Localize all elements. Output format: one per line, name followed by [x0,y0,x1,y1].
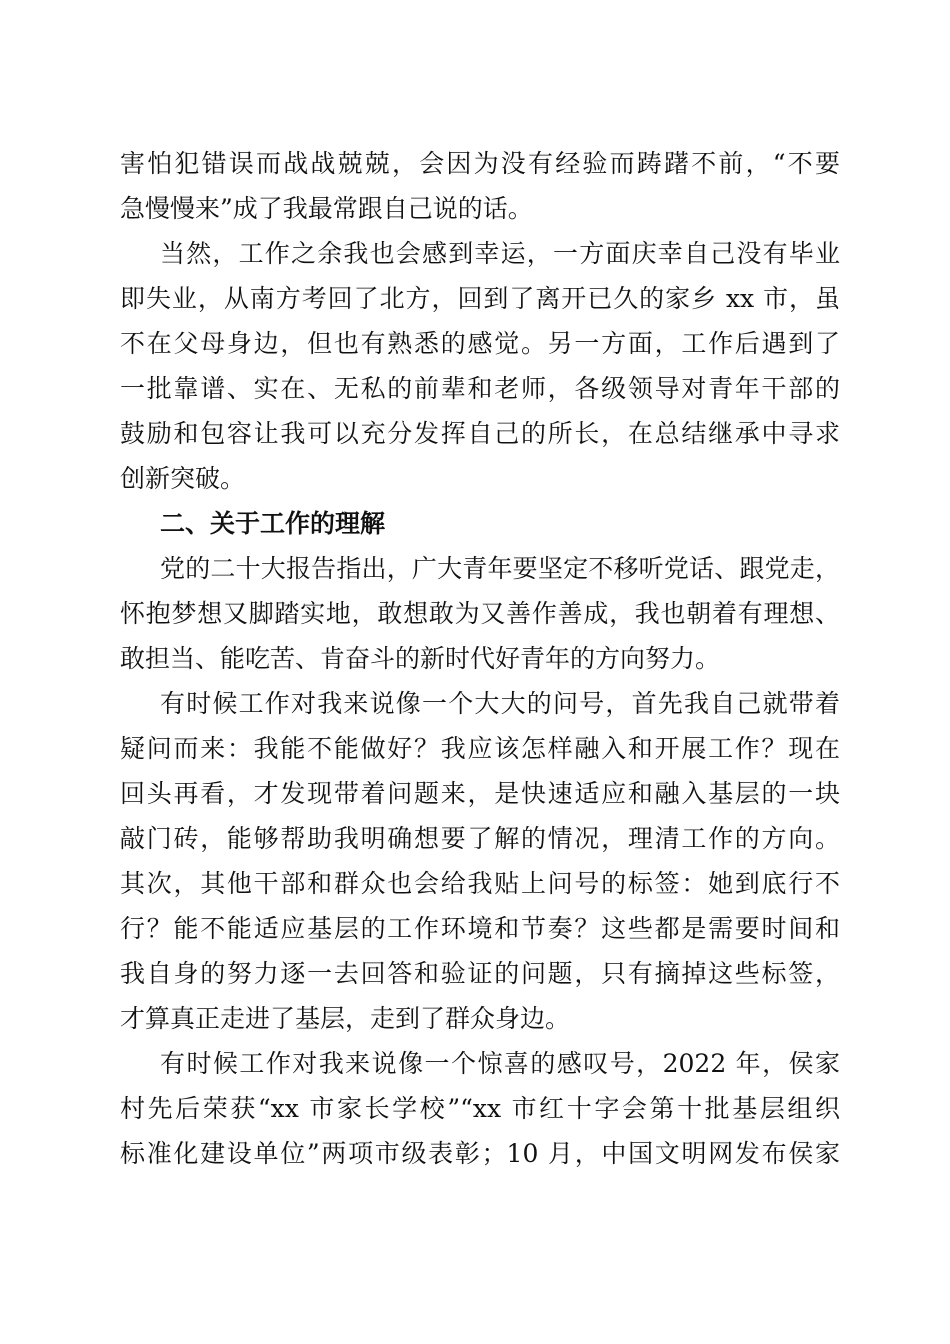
paragraph-line: 敲门砖，能够帮助我明确想要了解的情况，理清工作的方向。 [120,824,840,853]
paragraph-line: 不在父母身边，但也有熟悉的感觉。另一方面，工作后遇到了 [120,329,840,358]
paragraph-line: 害怕犯错误而战战兢兢，会因为没有经验而踌躇不前，“不要 [120,149,840,178]
paragraph-line: 即失业，从南方考回了北方，回到了离开已久的家乡 xx 市，虽 [120,284,840,313]
paragraph-line: 敢担当、能吃苦、肯奋斗的新时代好青年的方向努力。 [120,644,721,673]
paragraph-line: 回头再看，才发现带着问题来，是快速适应和融入基层的一块 [120,779,840,808]
paragraph-line: 村先后荣获“xx 市家长学校”“xx 市红十字会第十批基层组织 [120,1094,840,1123]
paragraph-line: 创新突破。 [120,464,246,493]
paragraph-line: 当然，工作之余我也会感到幸运，一方面庆幸自己没有毕业 [160,239,840,268]
paragraph-line: 我自身的努力逐一去回答和验证的问题，只有摘掉这些标签， [120,959,840,988]
paragraph-line: 一批靠谱、实在、无私的前辈和老师，各级领导对青年干部的 [120,374,840,403]
paragraph-line: 行？能不能适应基层的工作环境和节奏？这些都是需要时间和 [120,914,840,943]
paragraph-line: 党的二十大报告指出，广大青年要坚定不移听党话、跟党走， [160,554,840,583]
paragraph-line: 才算真正走进了基层，走到了群众身边。 [120,1004,571,1033]
section-heading: 二、关于工作的理解 [160,509,386,538]
paragraph-line: 标准化建设单位”两项市级表彰；10 月，中国文明网发布侯家 [120,1139,840,1168]
paragraph-line: 急慢慢来”成了我最常跟自己说的话。 [120,194,533,223]
paragraph-line: 疑问而来：我能不能做好？我应该怎样融入和开展工作？现在 [120,734,840,763]
paragraph-line: 有时候工作对我来说像一个大大的问号，首先我自己就带着 [160,689,840,718]
paragraph-line: 鼓励和包容让我可以充分发挥自己的所长，在总结继承中寻求 [120,419,840,448]
paragraph-line: 有时候工作对我来说像一个惊喜的感叹号，2022 年，侯家 [160,1049,840,1078]
paragraph-line: 其次，其他干部和群众也会给我贴上问号的标签：她到底行不 [120,869,840,898]
paragraph-line: 怀抱梦想又脚踏实地，敢想敢为又善作善成，我也朝着有理想、 [120,599,840,628]
